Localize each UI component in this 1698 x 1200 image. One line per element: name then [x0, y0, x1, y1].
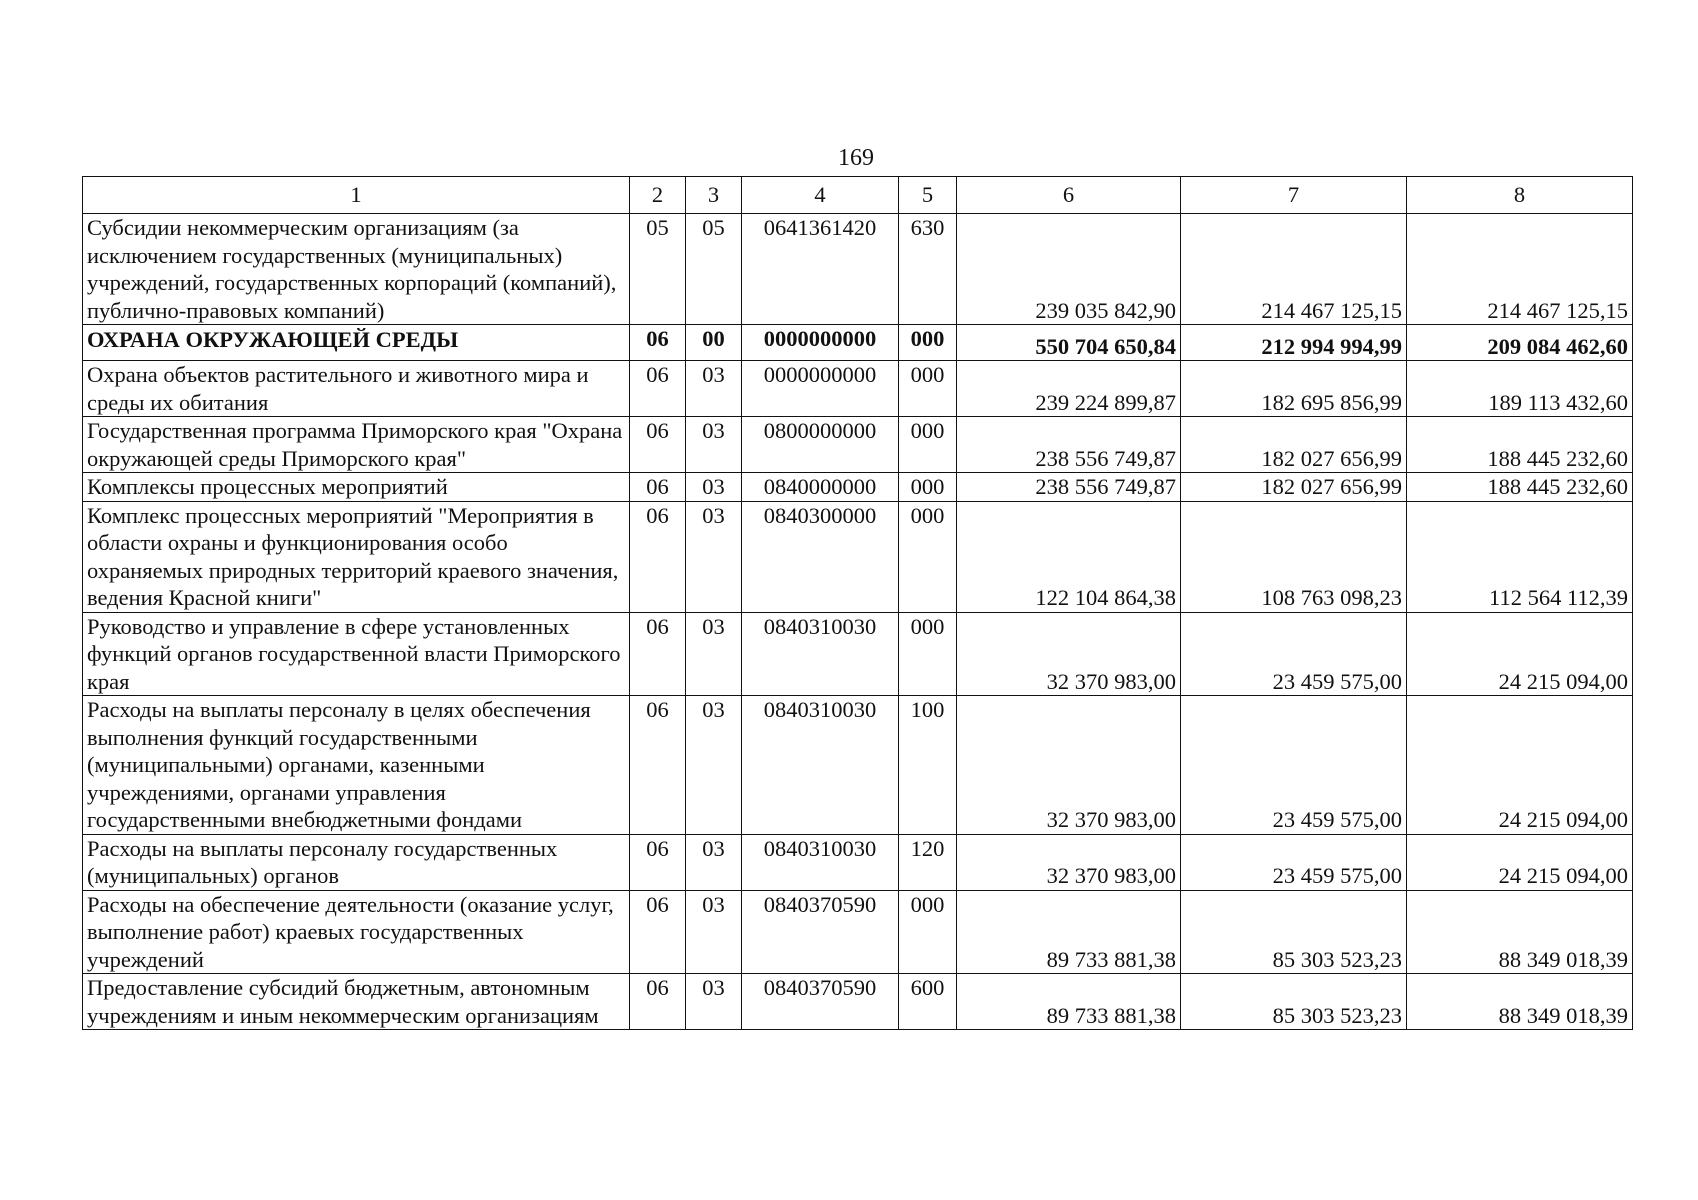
table-row	[83, 696, 1633, 835]
table-row	[83, 612, 1633, 696]
expense-type-code: 120	[899, 834, 957, 890]
subsection-code: 03	[686, 974, 742, 1030]
table-row	[83, 417, 1633, 473]
amount-col-7: 85 303 523,23	[1181, 974, 1407, 1030]
amount-col-8: 88 349 018,39	[1407, 890, 1633, 974]
header-row	[83, 177, 1633, 214]
column-header-6: 6	[957, 177, 1181, 214]
expense-type-code: 000	[899, 473, 957, 502]
target-article-code: 0840370590	[742, 974, 899, 1030]
amount-col-6: 238 556 749,87	[957, 473, 1181, 502]
amount-col-7: 85 303 523,23	[1181, 890, 1407, 974]
subsection-code: 03	[686, 361, 742, 417]
section-code: 05	[630, 214, 686, 325]
expense-type-code: 000	[899, 612, 957, 696]
section-code: 06	[630, 501, 686, 612]
section-code: 06	[630, 473, 686, 502]
amount-col-8: 24 215 094,00	[1407, 834, 1633, 890]
amount-col-7: 214 467 125,15	[1181, 214, 1407, 325]
amount-col-6: 32 370 983,00	[957, 834, 1181, 890]
row-name: Охрана объектов растительного и животного мира и среды их обитания	[83, 361, 630, 417]
section-code: 06	[630, 696, 686, 835]
section-code: 06	[630, 890, 686, 974]
row-name: Расходы на выплаты персоналу государственных (муниципальных) органов	[83, 834, 630, 890]
amount-col-8: 209 084 462,60	[1407, 325, 1633, 361]
amount-col-6: 550 704 650,84	[957, 325, 1181, 361]
expense-type-code: 100	[899, 696, 957, 835]
amount-col-8: 189 113 432,60	[1407, 361, 1633, 417]
amount-col-6: 238 556 749,87	[957, 417, 1181, 473]
row-name: Расходы на выплаты персоналу в целях обеспечения выполнения функций государственными (муниципальными) органами, казенными учреждениями, органами управления государственными внебюджетными фондами	[83, 696, 630, 835]
column-header-3: 3	[686, 177, 742, 214]
amount-col-8: 24 215 094,00	[1407, 696, 1633, 835]
section-code: 06	[630, 417, 686, 473]
target-article-code: 0000000000	[742, 361, 899, 417]
column-header-7: 7	[1181, 177, 1407, 214]
table-header	[83, 177, 1633, 214]
expense-type-code: 000	[899, 501, 957, 612]
page-number: 169	[838, 145, 874, 171]
column-header-4: 4	[742, 177, 899, 214]
amount-col-6: 89 733 881,38	[957, 974, 1181, 1030]
expense-type-code: 000	[899, 417, 957, 473]
expense-type-code: 000	[899, 890, 957, 974]
amount-col-8: 214 467 125,15	[1407, 214, 1633, 325]
subsection-code: 03	[686, 501, 742, 612]
table-row	[83, 214, 1633, 325]
subsection-code: 03	[686, 696, 742, 835]
row-name: Комплексы процессных мероприятий	[83, 473, 630, 502]
subsection-code: 00	[686, 325, 742, 361]
subsection-code: 05	[686, 214, 742, 325]
table-row	[83, 473, 1633, 502]
expense-type-code: 600	[899, 974, 957, 1030]
expense-type-code: 000	[899, 361, 957, 417]
amount-col-6: 32 370 983,00	[957, 696, 1181, 835]
amount-col-6: 239 224 899,87	[957, 361, 1181, 417]
section-code: 06	[630, 325, 686, 361]
amount-col-8: 112 564 112,39	[1407, 501, 1633, 612]
expense-type-code: 630	[899, 214, 957, 325]
column-header-1: 1	[83, 177, 630, 214]
section-code: 06	[630, 361, 686, 417]
column-header-2: 2	[630, 177, 686, 214]
amount-col-8: 188 445 232,60	[1407, 417, 1633, 473]
subsection-code: 03	[686, 612, 742, 696]
table-row	[83, 501, 1633, 612]
amount-col-7: 23 459 575,00	[1181, 612, 1407, 696]
budget-table	[82, 176, 1633, 1030]
subsection-code: 03	[686, 834, 742, 890]
table-row	[83, 890, 1633, 974]
target-article-code: 0840310030	[742, 696, 899, 835]
amount-col-7: 23 459 575,00	[1181, 834, 1407, 890]
row-name: Расходы на обеспечение деятельности (оказание услуг, выполнение работ) краевых государственных учреждений	[83, 890, 630, 974]
amount-col-7: 212 994 994,99	[1181, 325, 1407, 361]
table-row-section-total	[83, 325, 1633, 361]
column-header-8: 8	[1407, 177, 1633, 214]
target-article-code: 0800000000	[742, 417, 899, 473]
table-row	[83, 974, 1633, 1030]
target-article-code: 0840370590	[742, 890, 899, 974]
amount-col-8: 88 349 018,39	[1407, 974, 1633, 1030]
section-code: 06	[630, 612, 686, 696]
row-name: Комплекс процессных мероприятий "Мероприятия в области охраны и функционирования особо охраняемых природных территорий краевого значения, ведения Красной книги"	[83, 501, 630, 612]
amount-col-7: 182 027 656,99	[1181, 473, 1407, 502]
amount-col-7: 108 763 098,23	[1181, 501, 1407, 612]
row-name: Руководство и управление в сфере установленных функций органов государственной власти Приморского края	[83, 612, 630, 696]
section-code: 06	[630, 834, 686, 890]
table-body	[83, 214, 1633, 1030]
amount-col-8: 24 215 094,00	[1407, 612, 1633, 696]
amount-col-8: 188 445 232,60	[1407, 473, 1633, 502]
target-article-code: 0840000000	[742, 473, 899, 502]
amount-col-6: 122 104 864,38	[957, 501, 1181, 612]
target-article-code: 0641361420	[742, 214, 899, 325]
amount-col-7: 182 027 656,99	[1181, 417, 1407, 473]
target-article-code: 0840310030	[742, 834, 899, 890]
section-code: 06	[630, 974, 686, 1030]
table-row	[83, 834, 1633, 890]
subsection-code: 03	[686, 890, 742, 974]
row-name: Субсидии некоммерческим организациям (за исключением государственных (муниципальных) учреждений, государственных корпораций (компаний), публично-правовых компаний)	[83, 214, 630, 325]
table-row	[83, 361, 1633, 417]
column-header-5: 5	[899, 177, 957, 214]
amount-col-6: 89 733 881,38	[957, 890, 1181, 974]
amount-col-7: 182 695 856,99	[1181, 361, 1407, 417]
target-article-code: 0840300000	[742, 501, 899, 612]
amount-col-6: 32 370 983,00	[957, 612, 1181, 696]
target-article-code: 0000000000	[742, 325, 899, 361]
subsection-code: 03	[686, 417, 742, 473]
row-name: Государственная программа Приморского края "Охрана окружающей среды Приморского края"	[83, 417, 630, 473]
row-name: ОХРАНА ОКРУЖАЮЩЕЙ СРЕДЫ	[83, 325, 630, 361]
amount-col-7: 23 459 575,00	[1181, 696, 1407, 835]
row-name: Предоставление субсидий бюджетным, автономным учреждениям и иным некоммерческим организациям	[83, 974, 630, 1030]
expense-type-code: 000	[899, 325, 957, 361]
amount-col-6: 239 035 842,90	[957, 214, 1181, 325]
target-article-code: 0840310030	[742, 612, 899, 696]
subsection-code: 03	[686, 473, 742, 502]
